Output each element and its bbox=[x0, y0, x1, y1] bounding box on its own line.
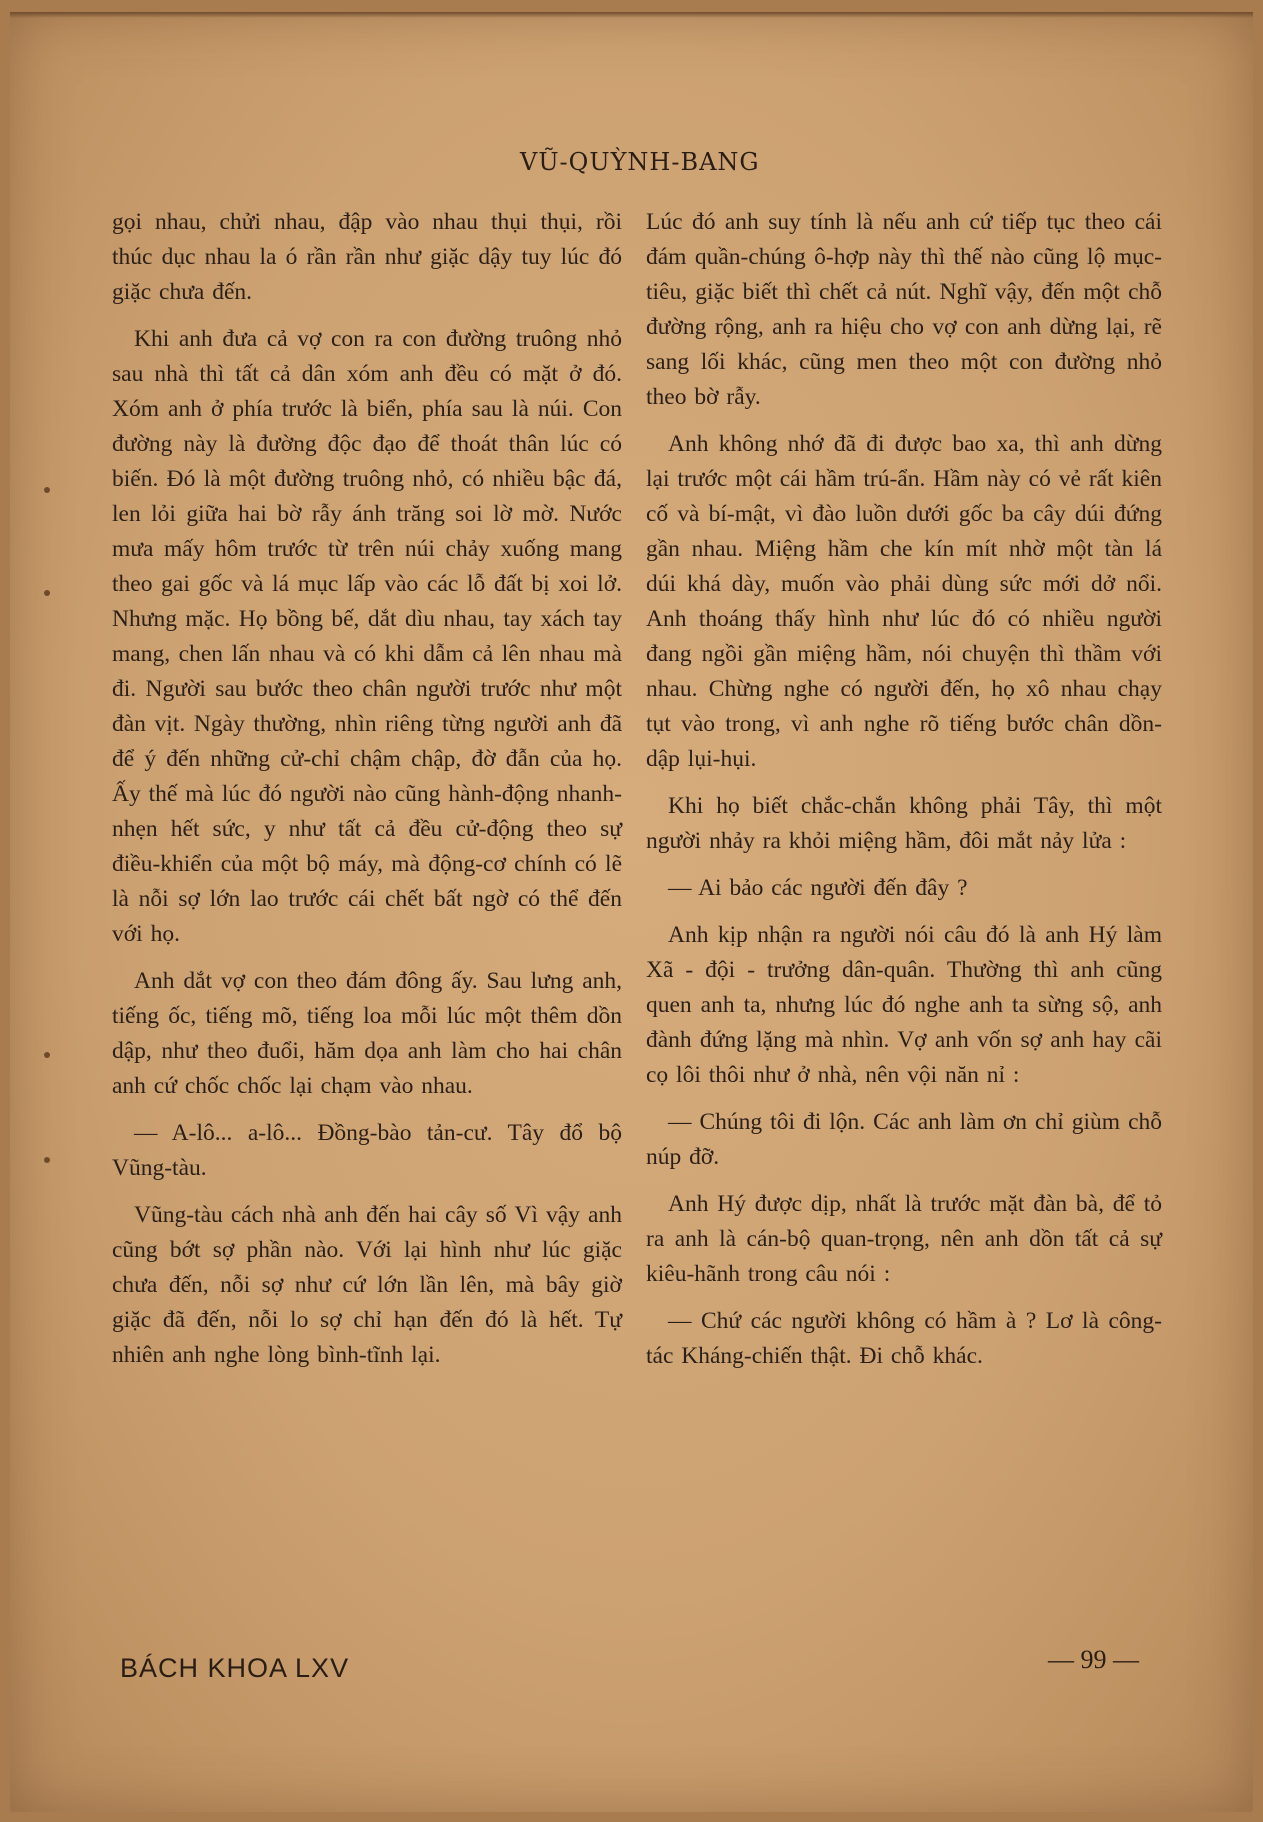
binding-hole bbox=[44, 1157, 50, 1163]
paragraph: Khi anh đưa cả vợ con ra con đường truông nhỏ sau nhà thì tất cả dân xóm anh đều có mặt ở đó. Xóm anh ở phía trước là biển, phía sau là núi. Con đường này là đường độc đạo để thoát thân lúc có biến. Đó là một đường truông nhỏ, có nhiều bậc đá, len lỏi giữa hai bờ rẫy ánh trăng soi lờ mờ. Nước mưa mấy hôm trước từ trên núi chảy xuống mang theo gai gốc và lá mục lấp vào các lỗ đất bị xoi lở. Nhưng mặc. Họ bồng bế, dắt dìu nhau, tay xách tay mang, chen lấn nhau và có khi dẫm cả lên nhau mà đi. Người sau bước theo chân người trước như một đàn vịt. Ngày thường, nhìn riêng từng người anh đã để ý đến những cử-chỉ chậm chập, đờ đẫn của họ. Ấy thế mà lúc đó người nào cũng hành-động nhanh-nhẹn hết sức, y như tất cả đều cử-động theo sự điều-khiển của một bộ máy, mà động-cơ chính có lẽ là nỗi sợ lớn lao trước cái chết bất ngờ có thể đến với họ. bbox=[112, 326, 622, 947]
paragraph: Lúc đó anh suy tính là nếu anh cứ tiếp tục theo cái đám quần-chúng ô-hợp này thì thế nào cũng lộ mục-tiêu, giặc biết thì chết cả nút. Nghĩ vậy, đến một chỗ đường rộng, anh ra hiệu cho vợ con anh dừng lại, rẽ sang lối khác, cũng men theo một con đường nhỏ theo bờ rẫy. bbox=[646, 209, 1162, 410]
paragraph: Anh Hý được dịp, nhất là trước mặt đàn bà, để tỏ ra anh là cán-bộ quan-trọng, nên anh dồn tất cả sự kiêu-hãnh trong câu nói : bbox=[646, 1191, 1162, 1287]
running-header: VŨ-QUỲNH-BANG bbox=[520, 148, 760, 176]
binding-hole bbox=[44, 487, 50, 493]
paragraph: gọi nhau, chửi nhau, đập vào nhau thụi thụi, rồi thúc dục nhau la ó rần rần như giặc dậy tuy lúc đó giặc chưa đến. bbox=[112, 209, 622, 305]
binding-hole bbox=[44, 590, 50, 596]
page-number: — 99 — bbox=[1048, 1645, 1139, 1674]
paragraph: Anh không nhớ đã đi được bao xa, thì anh dừng lại trước một cái hầm trú-ẩn. Hầm này có vẻ rất kiên cố và bí-mật, vì đào luồn dưới gốc ba cây dúi đứng gần nhau. Miệng hầm che kín mít nhờ một tàn lá dúi khá dày, muốn vào phải dùng sức mới dở nổi. Anh thoáng thấy hình như lúc đó có nhiều người đang ngồi gần miệng hầm, nói chuyện thì thầm với nhau. Chừng nghe có người đến, họ xô nhau chạy tụt vào trong, vì anh nghe rõ tiếng bước chân dồn-dập lụi-hụi. bbox=[646, 431, 1162, 772]
magazine-title: BÁCH KHOA LXV bbox=[120, 1653, 350, 1683]
top-edge-shadow bbox=[10, 12, 1253, 18]
paragraph: — Chúng tôi đi lộn. Các anh làm ơn chỉ giùm chỗ núp đỡ. bbox=[646, 1109, 1162, 1170]
paragraph: Anh dắt vợ con theo đám đông ấy. Sau lưng anh, tiếng ốc, tiếng mõ, tiếng loa mỗi lúc một thêm dồn dập, như theo đuổi, hăm dọa anh làm cho hai chân anh cứ chốc chốc lại chạm vào nhau. bbox=[112, 968, 622, 1099]
binding-hole bbox=[44, 1052, 50, 1058]
right-column bbox=[646, 205, 1162, 1386]
left-column bbox=[112, 205, 622, 1385]
paragraph: Vũng-tàu cách nhà anh đến hai cây số Vì vậy anh cũng bớt sợ phần nào. Với lại hình như lúc giặc chưa đến, nỗi sợ như cứ lớn lần lên, mà bây giờ giặc đã đến, nỗi lo sợ chỉ hạn đến đó là hết. Tự nhiên anh nghe lòng bình-tĩnh lại. bbox=[112, 1202, 622, 1368]
paragraph: — Ai bảo các người đến đây ? bbox=[668, 875, 968, 901]
paragraph: — Chứ các người không có hầm à ? Lơ là công-tác Kháng-chiến thật. Đi chỗ khác. bbox=[646, 1308, 1162, 1369]
paragraph: Khi họ biết chắc-chắn không phải Tây, thì một người nhảy ra khỏi miệng hầm, đôi mắt nảy lửa : bbox=[646, 793, 1162, 854]
paragraph: Anh kịp nhận ra người nói câu đó là anh Hý làm Xã - đội - trưởng dân-quân. Thường thì anh cũng quen anh ta, nhưng lúc đó nghe anh ta sừng sộ, anh đành đứng lặng mà nhìn. Vợ anh vốn sợ anh hay cãi cọ lôi thôi như ở nhà, nên vội năn nỉ : bbox=[646, 922, 1162, 1088]
paragraph: — A-lô... a-lô... Đồng-bào tản-cư. Tây đổ bộ Vũng-tàu. bbox=[112, 1120, 622, 1181]
